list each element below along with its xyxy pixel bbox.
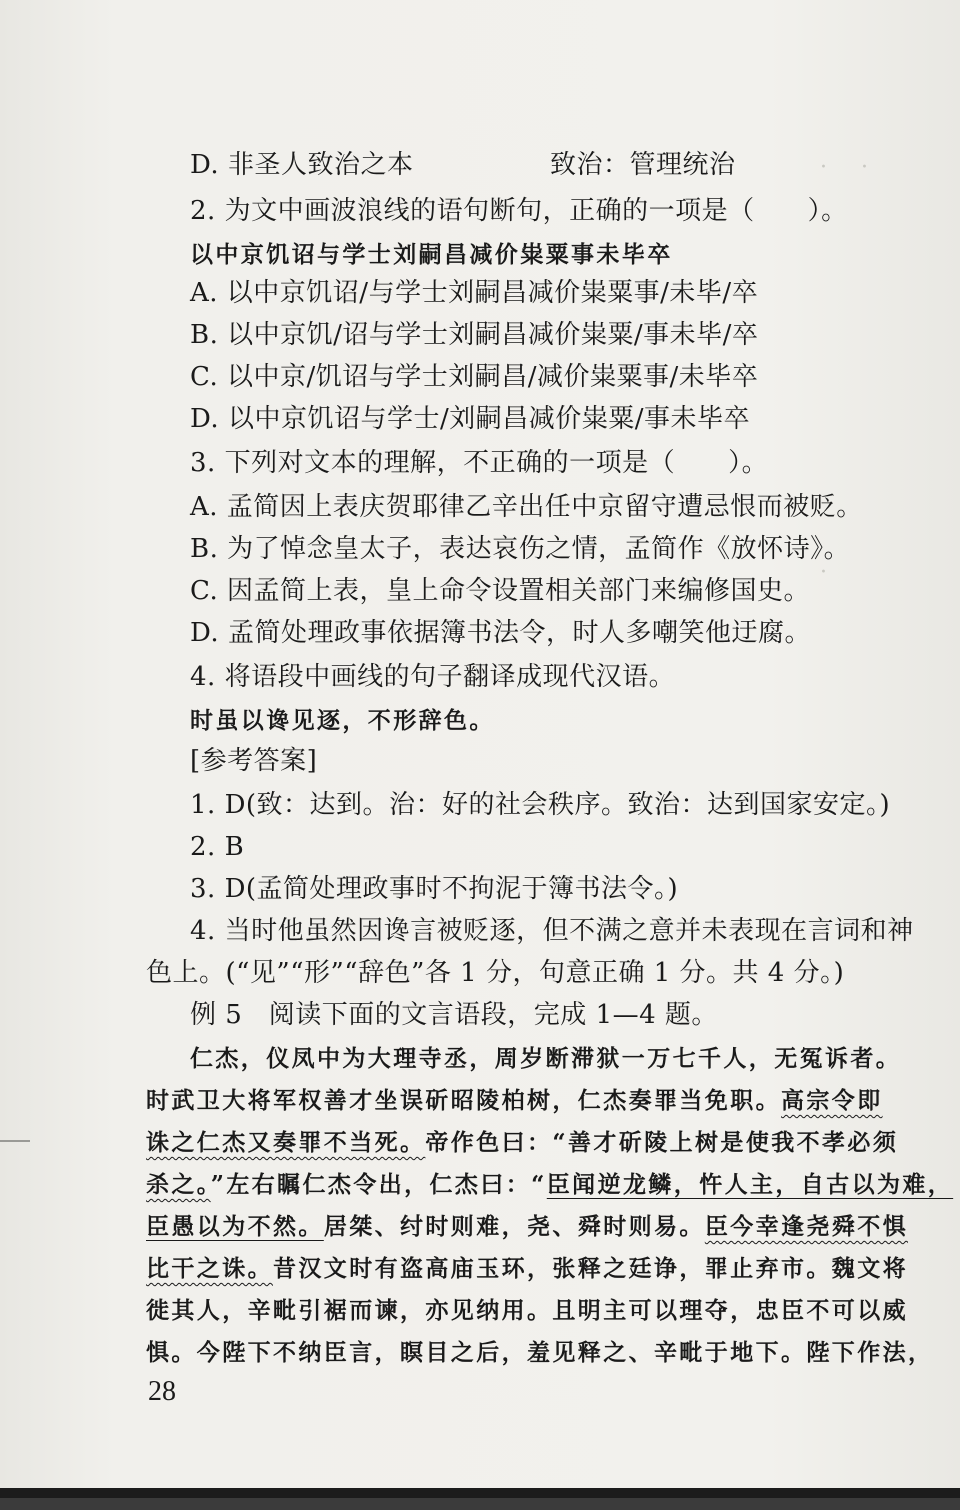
question-3-option-b: B. 为了悼念皇太子，表达哀伤之情，孟简作《放怀诗》。: [190, 534, 851, 564]
question-4-sentence: 时虽以谗见逐，不形辞色。: [190, 707, 495, 734]
question-2-option-a: A. 以中京饥诏/与学士刘嗣昌减价粜粟事/未毕/卒: [190, 278, 759, 308]
underlined-sentence: 臣今幸逢尧舜不惧: [704, 1213, 909, 1240]
underlined-sentence: 高宗令即: [781, 1087, 883, 1114]
underlined-sentence: 臣闻逆龙鳞，忤人主，自古以为难，: [546, 1171, 954, 1198]
scan-edge-shadow: [0, 1498, 960, 1510]
question-2-sentence: 以中京饥诏与学士刘嗣昌减价粜粟事未毕卒: [190, 241, 673, 268]
answer-heading: [参考答案]: [190, 746, 318, 776]
underlined-sentence: 诛之仁杰又奏罪不当死。: [146, 1129, 426, 1156]
bleed-through-text: ·: [820, 560, 833, 585]
passage-line: 徙其人，辛毗引裾而谏，亦见纳用。且明主可以理夺，忠臣不可以威: [146, 1297, 908, 1324]
example-5-heading: 例 5 阅读下面的文言语段，完成 1—4 题。: [190, 1000, 718, 1030]
question-2: 2. 为文中画波浪线的语句断句，正确的一项是（ ）。: [190, 196, 848, 226]
answer-1: 1. D(致：达到。治：好的社会秩序。致治：达到国家安定。): [190, 790, 891, 820]
passage-line: 诛之仁杰又奏罪不当死。帝作色曰：“善才斫陵上树是使我不孝必须: [146, 1129, 899, 1156]
question-2-option-b: B. 以中京饥/诏与学士刘嗣昌减价粜粟/事未毕/卒: [190, 320, 759, 350]
passage-line: 臣愚以为不然。居桀、纣时则难，尧、舜时则易。臣今幸逢尧舜不惧: [146, 1213, 909, 1240]
question-3-option-c: C. 因孟简上表，皇上命令设置相关部门来编修国史。: [190, 576, 810, 606]
passage-line: 杀之。”左右瞩仁杰令出，仁杰曰：“臣闻逆龙鳞，忤人主，自古以为难，: [146, 1171, 954, 1198]
underlined-sentence: 臣愚以为不然。: [146, 1213, 324, 1240]
question-2-option-c: C. 以中京/饥诏与学士刘嗣昌/减价粜粟事/未毕卒: [190, 362, 759, 392]
question-2-option-d: D. 以中京饥诏与学士/刘嗣昌减价粜粟/事未毕卒: [190, 404, 750, 434]
question-4: 4. 将语段中画线的句子翻译成现代汉语。: [190, 662, 676, 692]
margin-mark: [0, 1140, 30, 1142]
answer-3: 3. D(孟简处理政事时不拘泥于簿书法令。): [190, 874, 679, 904]
page-number: 28: [148, 1376, 176, 1407]
option-d-line: D. 非圣人致治之本: [190, 150, 414, 180]
underlined-sentence: 比干之诛。: [146, 1255, 273, 1282]
question-3-option-d: D. 孟简处理政事依据簿书法令，时人多嘲笑他迂腐。: [190, 618, 811, 648]
bleed-through-text: · ·: [820, 155, 874, 180]
answer-2: 2. B: [190, 832, 245, 862]
question-3: 3. 下列对文本的理解，不正确的一项是（ ）。: [190, 448, 769, 478]
answer-4-continued: 色上。(“见”“形”“辞色”各 1 分，句意正确 1 分。共 4 分。): [146, 958, 845, 988]
passage-line: 比干之诛。昔汉文时有盗高庙玉环，张释之廷诤，罪止弃市。魏文将: [146, 1255, 908, 1282]
underlined-sentence: 杀之。: [146, 1171, 211, 1198]
passage-line: 惧。今陛下不纳臣言，瞑目之后，羞见释之、辛毗于地下。陛下作法，: [146, 1339, 934, 1366]
answer-4: 4. 当时他虽然因谗言被贬逐，但不满之意并未表现在言词和神: [190, 916, 914, 946]
scan-edge-shadow: [0, 1488, 960, 1498]
option-d-gloss: 致治：管理统治: [550, 150, 736, 180]
passage-line: 仁杰，仪凤中为大理寺丞，周岁断滞狱一万七千人，无冤诉者。: [190, 1045, 902, 1072]
question-3-option-a: A. 孟简因上表庆贺耶律乙辛出任中京留守遭忌恨而被贬。: [190, 492, 863, 522]
passage-line: 时武卫大将军权善才坐误斫昭陵柏树，仁杰奏罪当免职。高宗令即: [146, 1087, 883, 1114]
